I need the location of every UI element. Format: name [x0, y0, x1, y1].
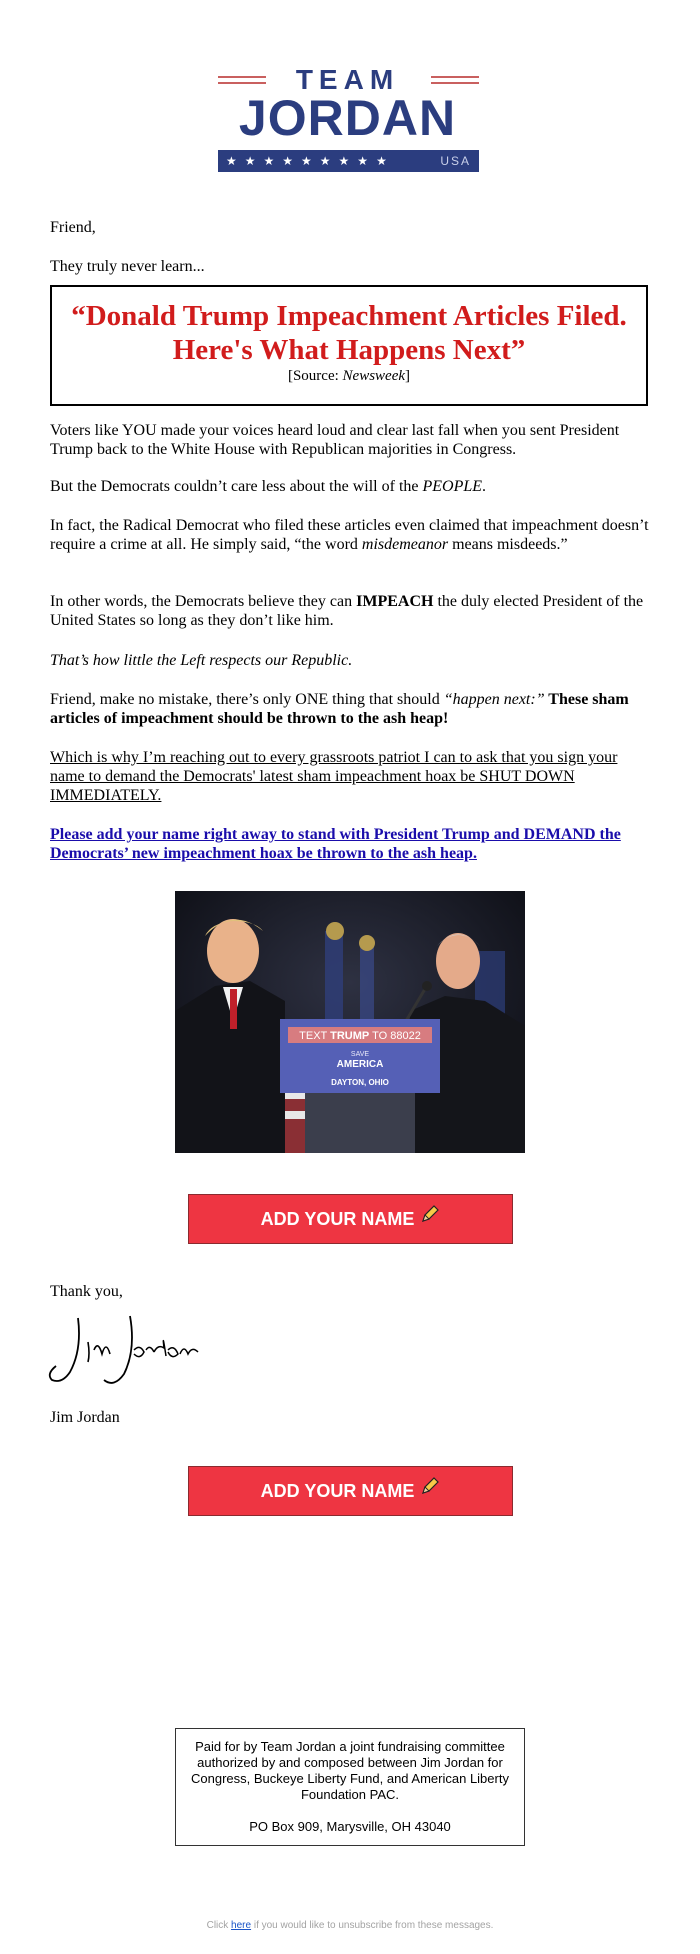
p6-emphasis: “happen next:” [443, 691, 545, 708]
cta-label: ADD YOUR NAME [260, 1481, 415, 1501]
paid-for-text: Paid for by Team Jordan a joint fundraising committee authorized by and composed between Jim Jordan for Congress, Buckeye Liberty Fund, and American Liberty Foundation PAC. [191, 1739, 509, 1802]
pencil-icon [420, 1466, 440, 1514]
p6-text: Friend, make no mistake, there’s only ONE thing that should [50, 691, 444, 708]
logo-jordan-text: JORDAN [238, 90, 457, 146]
p6-strong: These sham articles of impeachment should be thrown to the ash heap! [50, 691, 629, 727]
intro-line: They truly never learn... [50, 258, 205, 275]
thanks-line: Thank you, [50, 1283, 123, 1300]
signer-name: Jim Jordan [50, 1409, 120, 1426]
paragraph-radical [50, 516, 656, 554]
paid-for-box [175, 1728, 525, 1846]
rally-photo [175, 891, 525, 1153]
headline-source [52, 367, 646, 385]
logo-star-bar [218, 150, 479, 172]
headline-box [50, 285, 648, 406]
mailing-address: PO Box 909, Marysville, OH 43040 [249, 1819, 451, 1834]
handwritten-signature [48, 1310, 208, 1390]
logo-usa-text: USA [440, 154, 471, 168]
p2-text: But the Democrats couldn’t care less about the will of the [50, 478, 423, 495]
add-your-name-button-top[interactable] [188, 1194, 513, 1244]
paragraph-reaching-out: Which is why I’m reaching out to every grassroots patriot I can to ask that you sign your name to demand the Democrats' latest sham impeachment hoax be SHUT DOWN IMMEDIATELY. [50, 749, 618, 804]
p3-end: means misdeeds.” [448, 536, 568, 553]
rally-photo-illustration [175, 891, 525, 1153]
sign-america: AMERICA [336, 1059, 384, 1070]
paragraph-impeach [50, 592, 656, 630]
source-name: Newsweek [342, 368, 406, 384]
unsubscribe-link[interactable]: here [231, 1920, 252, 1931]
paragraph-happen-next [50, 690, 656, 728]
p2-end: . [482, 478, 487, 495]
cta-label: ADD YOUR NAME [260, 1209, 415, 1229]
unsub-prefix: Click [206, 1920, 232, 1931]
greeting: Friend, [50, 219, 96, 236]
p4-text: In other words, the Democrats believe they can [50, 593, 357, 610]
p4-end: the duly elected President of the United States so long as they don’t like him. [50, 593, 644, 629]
p2-emphasis: PEOPLE [422, 478, 483, 495]
logo-stars: ★★★★★★★★★ [226, 154, 395, 168]
sign-city: DAYTON, OHIO [331, 1078, 389, 1087]
p3-emphasis: misdemeanor [361, 536, 449, 553]
paragraph-republic [50, 651, 656, 670]
logo-team-text: TEAM [295, 64, 400, 95]
unsub-suffix: if you would like to unsubscribe from these messages. [251, 1920, 494, 1931]
source-suffix: ] [405, 368, 411, 384]
headline: “Donald Trump Impeachment Articles Filed. Here's What Happens Next” [71, 300, 627, 366]
p3-text: In fact, the Radical Democrat who filed these articles even claimed that impeachment doesn’t require a crime at all. He simply said, “the word [50, 517, 649, 553]
source-prefix: [Source: [287, 368, 343, 384]
paragraph-democrats [50, 477, 656, 496]
team-jordan-logo [216, 62, 479, 174]
p5-emphasis: That’s how little the Left respects our Republic. [50, 652, 353, 669]
p4-strong: IMPEACH [356, 593, 434, 610]
unsubscribe-line [0, 1920, 700, 1931]
sign-text-trump: TEXT TRUMP TO 88022 [299, 1030, 421, 1042]
add-name-link[interactable]: Please add your name right away to stand with President Trump and DEMAND the Democrats’ new impeachment hoax be thrown to the ash heap. [50, 826, 621, 862]
sign-save: SAVE [350, 1051, 370, 1058]
paragraph-voters: Voters like YOU made your voices heard loud and clear last fall when you sent President Trump back to the White House with Republican majorities in Congress. [50, 422, 620, 458]
pencil-icon [420, 1194, 440, 1242]
add-your-name-button-bottom[interactable] [188, 1466, 513, 1516]
